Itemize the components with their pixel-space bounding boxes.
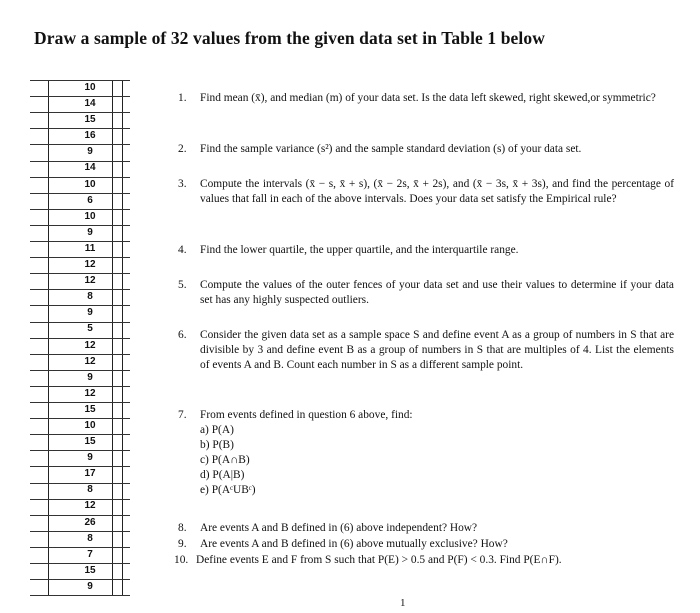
table-cell [30,338,130,354]
cell-value: 5 [87,323,93,335]
cell-value: 10 [84,210,96,222]
table-grid-line [30,483,130,484]
table-cell [30,547,130,563]
subitem-c [200,453,674,468]
table-grid-line [30,434,130,435]
question-number: 2. [178,143,187,155]
question-number: 3. [178,178,187,190]
question-9 [178,537,674,552]
table-grid-line [30,579,130,580]
question-6 [178,328,674,373]
question-text: Find mean (x̄), and median (m) of your data set. Is the data left skewed, right skewed,or symmetric? [200,92,656,104]
cell-value: 7 [87,548,93,560]
table-grid-line [30,80,130,81]
table-grid-line [30,515,130,516]
table-cell [30,193,130,209]
table-cell [30,289,130,305]
table-grid-line [30,161,130,162]
cell-value: 15 [84,114,96,126]
cell-value: 9 [87,452,93,464]
cell-value: 14 [84,162,96,174]
table-cell [30,177,130,193]
table-cell [30,450,130,466]
table-grid-line [30,386,130,387]
table-cell [30,370,130,386]
table-grid-line [30,466,130,467]
table-grid-line [30,128,130,129]
cell-value: 12 [84,500,96,512]
question-number: 4. [178,244,187,256]
table-grid-line [30,177,130,178]
cell-value: 9 [87,146,93,158]
question-text: Compute the values of the outer fences of your data set and use their values to determine if your data set has any highly suspected outliers. [200,279,674,306]
question-8 [178,521,674,536]
table-grid-line [30,531,130,532]
table-grid-line [30,193,130,194]
subitem-b [200,438,674,453]
subitem-text: P(A|B) [212,469,245,481]
cell-value: 12 [84,275,96,287]
subitem-a [200,423,674,438]
subitem-label: d) [200,469,210,481]
question-3 [178,177,674,207]
table-grid-line [30,595,130,596]
question-7 [178,408,674,498]
table-grid-line [30,144,130,145]
question-10 [174,553,670,568]
question-text: Find the sample variance (s²) and the sample standard deviation (s) of your data set. [200,143,582,155]
table-grid-line [30,225,130,226]
question-text: From events defined in question 6 above, find: [200,409,413,421]
table-cell [30,482,130,498]
table-grid-line [30,370,130,371]
table-grid-line [30,322,130,323]
table-cell [30,563,130,579]
cell-value: 8 [87,532,93,544]
subitem-text: P(AᶜUBᶜ) [211,484,256,496]
subitem-text: P(A∩B) [211,454,250,466]
table-cell [30,434,130,450]
cell-value: 15 [84,436,96,448]
table-cell [30,515,130,531]
table-cell [30,80,130,96]
cell-value: 12 [84,355,96,367]
table-cell [30,96,130,112]
cell-value: 12 [84,339,96,351]
table-grid-line [30,273,130,274]
table-cell [30,402,130,418]
cell-value: 10 [84,178,96,190]
table-grid-line [30,241,130,242]
subitem-label: b) [200,439,210,451]
table-grid-line [30,305,130,306]
table-grid-line [30,402,130,403]
cell-value: 15 [84,403,96,415]
table-cell [30,241,130,257]
table-grid-line [30,338,130,339]
cell-value: 8 [87,484,93,496]
subitem-label: e) [200,484,209,496]
table-cell [30,354,130,370]
cell-value: 8 [87,291,93,303]
question-text: Are events A and B defined in (6) above independent? How? [200,522,478,534]
question-number: 6. [178,329,187,341]
cell-value: 16 [84,130,96,142]
question-4 [178,243,674,258]
table-grid-line [30,418,130,419]
table-cell [30,386,130,402]
cell-value: 26 [84,516,96,528]
table-cell [30,579,130,595]
question-number: 9. [178,538,187,550]
table-cell [30,321,130,337]
cell-value: 9 [87,307,93,319]
table-cell [30,498,130,514]
table-cell [30,225,130,241]
cell-value: 12 [84,259,96,271]
table-cell [30,305,130,321]
cell-value: 9 [87,580,93,592]
question-text: Find the lower quartile, the upper quartile, and the interquartile range. [200,244,519,256]
subitem-label: a) [200,424,209,436]
question-number: 7. [178,409,187,421]
table-cell [30,112,130,128]
cell-value: 10 [84,419,96,431]
cell-value: 9 [87,226,93,238]
table-grid-line [30,257,130,258]
question-number: 8. [178,522,187,534]
cell-value: 11 [84,242,96,254]
question-2 [178,142,674,157]
table-grid-line [30,499,130,500]
table-cell [30,531,130,547]
question-text: Define events E and F from S such that P(E) > 0.5 and P(F) < 0.3. Find P(E∩F). [196,554,562,566]
question-text: Consider the given data set as a sample space S and define event A as a group of numbers in S that are divisible by 3 and define event B as a group of numbers in S that are multiples of 4. List the elements of events A and B. Count each number in S as a different sample point. [200,329,674,371]
table-cell [30,209,130,225]
cell-value: 14 [84,98,96,110]
table-cell [30,160,130,176]
subitem-text: P(B) [212,439,234,451]
table-cell [30,144,130,160]
table-cell [30,257,130,273]
subitem-e [200,483,674,498]
cell-value: 9 [87,371,93,383]
question-text: Are events A and B defined in (6) above mutually exclusive? How? [200,538,508,550]
cell-value: 12 [84,387,96,399]
subitem-text: P(A) [211,424,234,436]
subitem-label: c) [200,454,209,466]
question-number: 10. [174,554,189,566]
question-text: Compute the intervals (x̄ − s, x̄ + s), (x̄ − 2s, x̄ + 2s), and (x̄ − 3s, x̄ + 3s), and find the percentage of values that fall in each of the above intervals. Does your data set satisfy the Empirical rule? [200,178,674,205]
table-cell [30,418,130,434]
table-grid-line [30,289,130,290]
table-grid-line [30,209,130,210]
page-title: Draw a sample of 32 values from the given data set in Table 1 below [34,28,545,48]
table-grid-line [30,96,130,97]
table-cell [30,466,130,482]
table-grid-line [30,354,130,355]
subitem-d [200,468,674,483]
table-grid-line [30,450,130,451]
cell-value: 17 [84,468,96,480]
cell-value: 15 [84,564,96,576]
table-grid-line [30,563,130,564]
data-table [30,80,130,595]
question-number: 5. [178,279,187,291]
table-grid-line [30,547,130,548]
question-5 [178,278,674,308]
table-cell [30,128,130,144]
question-1 [178,91,674,106]
question-number: 1. [178,92,187,104]
page-number: 1 [400,597,406,609]
cell-value: 6 [87,194,93,206]
table-cell [30,273,130,289]
cell-value: 10 [84,82,96,93]
table-grid-line [30,112,130,113]
